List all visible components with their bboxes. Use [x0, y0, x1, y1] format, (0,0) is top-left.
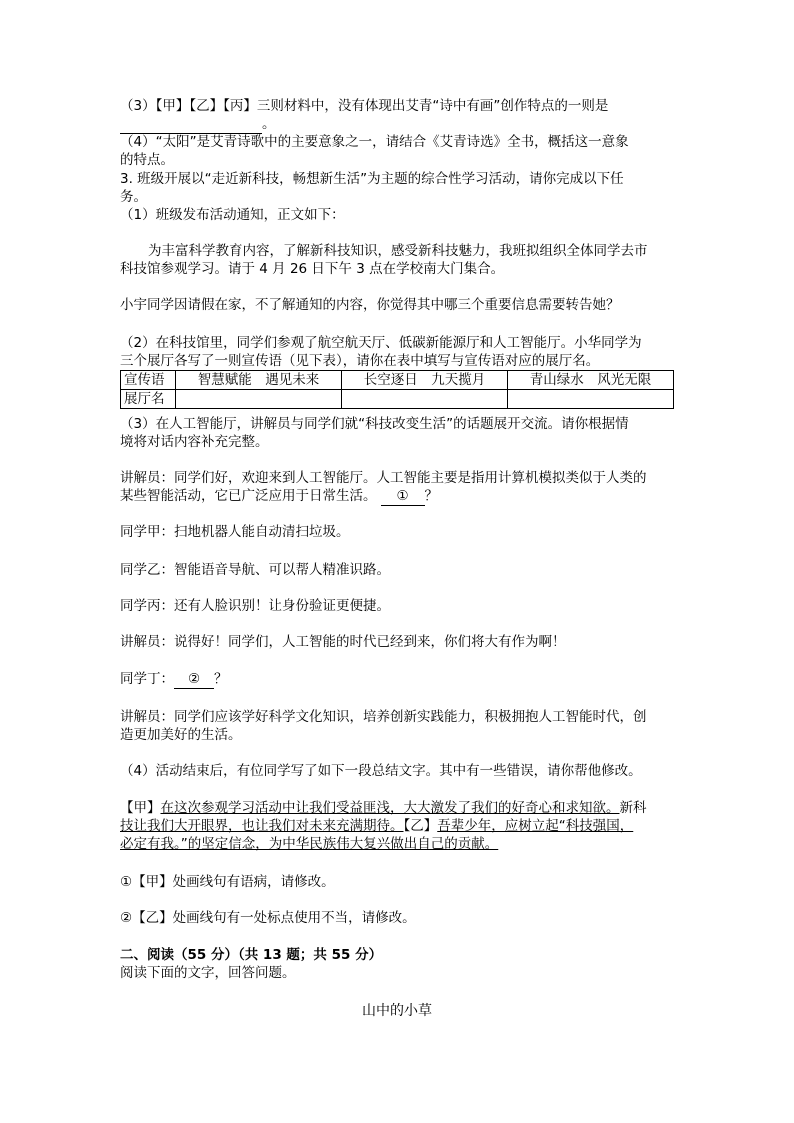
guide-line2: 讲解员：说得好！同学们，人工智能的时代已经到来，你们将大有作为啊！ [120, 634, 566, 650]
hall-row [121, 390, 674, 409]
part3-line2: 境将对话内容补充完整。 [120, 434, 269, 450]
jia-tag: 【甲】 [120, 800, 161, 816]
yi-tag: 【乙】 [403, 818, 438, 834]
slogan-table [120, 370, 674, 409]
dialog-blank-1[interactable]: ① [381, 487, 425, 506]
notice-line2: 科技馆参观学习。请于 4 月 26 日下午 3 点在学校南大门集合。 [120, 261, 505, 277]
slogan-row [121, 371, 674, 390]
part1-label: （1）班级发布活动通知，正文如下： [120, 207, 345, 223]
student-d-prefix: 同学丁： [120, 671, 174, 687]
q-main-line1: 3. 班级开展以“走近新科技，畅想新生活”为主题的综合性学习活动，请你完成以下任 [120, 171, 624, 187]
q3-answer-line [120, 115, 276, 134]
q3-intro-line [120, 97, 608, 115]
part3-line1: （3）在人工智能厅，讲解员与同学们就“科技改变生活”的话题展开交流。请你根据情 [120, 416, 629, 432]
summary-line2 [120, 817, 633, 835]
q3-period: 。 [262, 116, 276, 132]
hall-answer-cell-3[interactable] [508, 390, 674, 409]
slogan-cell-2: 长空逐日 九天揽月 [342, 371, 508, 390]
student-b-line: 同学乙：智能语音导航、可以帮人精准识路。 [120, 562, 390, 578]
dialog-blank-2[interactable]: ② [174, 670, 214, 689]
student-c-line: 同学丙：还有人脸识别！让身份验证更便捷。 [120, 598, 390, 614]
q4-sun-line2: 的特点。 [120, 152, 174, 168]
hall-answer-cell-2[interactable] [342, 390, 508, 409]
yi-underlined-2: 必定有我。”的坚定信念，为中华民族伟大复兴做出自己的贡献。 [120, 836, 499, 852]
hall-answer-cell-1[interactable] [176, 390, 342, 409]
q3-answer-blank[interactable] [120, 115, 262, 134]
article-title: 山中的小草 [362, 1003, 432, 1019]
slogan-cell-3: 青山绿水 风光无限 [508, 371, 674, 390]
q-mark-2: ？ [214, 671, 228, 687]
part2-line2: 三个展厅各写了一则宣传语（见下表），请你在表中填写与宣传语对应的展厅名。 [120, 353, 600, 369]
guide-line3a: 讲解员：同学们应该学好科学文化知识，培养创新实践能力，积极拥抱人工智能时代，创 [120, 709, 647, 725]
slogan-cell-1: 智慧赋能 遇见未来 [176, 371, 342, 390]
jia-tail: 新科 [619, 800, 647, 816]
task1-line: ①【甲】处画线句有语病，请修改。 [120, 874, 335, 890]
guide-line3b: 造更加美好的生活。 [120, 727, 242, 743]
task2-line: ②【乙】处画线句有一处标点使用不当，请修改。 [120, 910, 416, 926]
guide-line1b-text: 某些智能活动，它已广泛应用于日常生活。 [120, 488, 377, 504]
q-main-line2: 务。 [120, 189, 147, 205]
q3-intro-text: （3）【甲】【乙】【丙】三则材料中，没有体现出艾青“诗中有画”创作特点的一则是 [120, 98, 609, 114]
jia-underlined-1: 在这次参观学习活动中让我们受益匪浅，大大激发了我们的好奇心和求知欲。 [160, 800, 620, 816]
student-a-line: 同学甲：扫地机器人能自动清扫垃圾。 [120, 524, 350, 540]
part1-question: 小宇同学因请假在家，不了解通知的内容，你觉得其中哪三个重要信息需要转告她？ [120, 297, 620, 313]
jia-underlined-2: 技让我们大开眼界，也让我们对未来充满期待。 [120, 818, 404, 834]
section2-instruction: 阅读下面的文字，回答问题。 [120, 965, 296, 981]
yi-underlined-1: 吾辈少年，应树立起“科技强国， [437, 818, 634, 834]
part4-line1: （4）活动结束后，有位同学写了如下一段总结文字。其中有一些错误，请你帮他修改。 [120, 763, 642, 779]
hall-row-head: 展厅名 [121, 390, 176, 409]
section2-heading: 二、阅读（55 分）（共 13 题；共 55 分） [120, 947, 383, 963]
summary-line1 [120, 799, 647, 817]
part2-line1: （2）在科技馆里，同学们参观了航空航天厅、低碳新能源厅和人工智能厅。小华同学为 [120, 335, 642, 351]
summary-line3 [120, 835, 498, 853]
notice-line1: 为丰富科学教育内容，了解新科技知识，感受新科技魅力，我班拟组织全体同学去市 [148, 243, 648, 259]
student-d-line [120, 670, 228, 689]
q4-sun-line1: （4）“太阳”是艾青诗歌中的主要意象之一，请结合《艾青诗选》全书，概括这一意象 [120, 134, 629, 150]
slogan-row-head: 宣传语 [121, 371, 176, 390]
q-mark-1: ？ [424, 488, 438, 504]
guide-line1a: 讲解员：同学们好，欢迎来到人工智能厅。人工智能主要是指用计算机模拟类似于人类的 [120, 470, 647, 486]
guide-line1b [120, 487, 438, 506]
